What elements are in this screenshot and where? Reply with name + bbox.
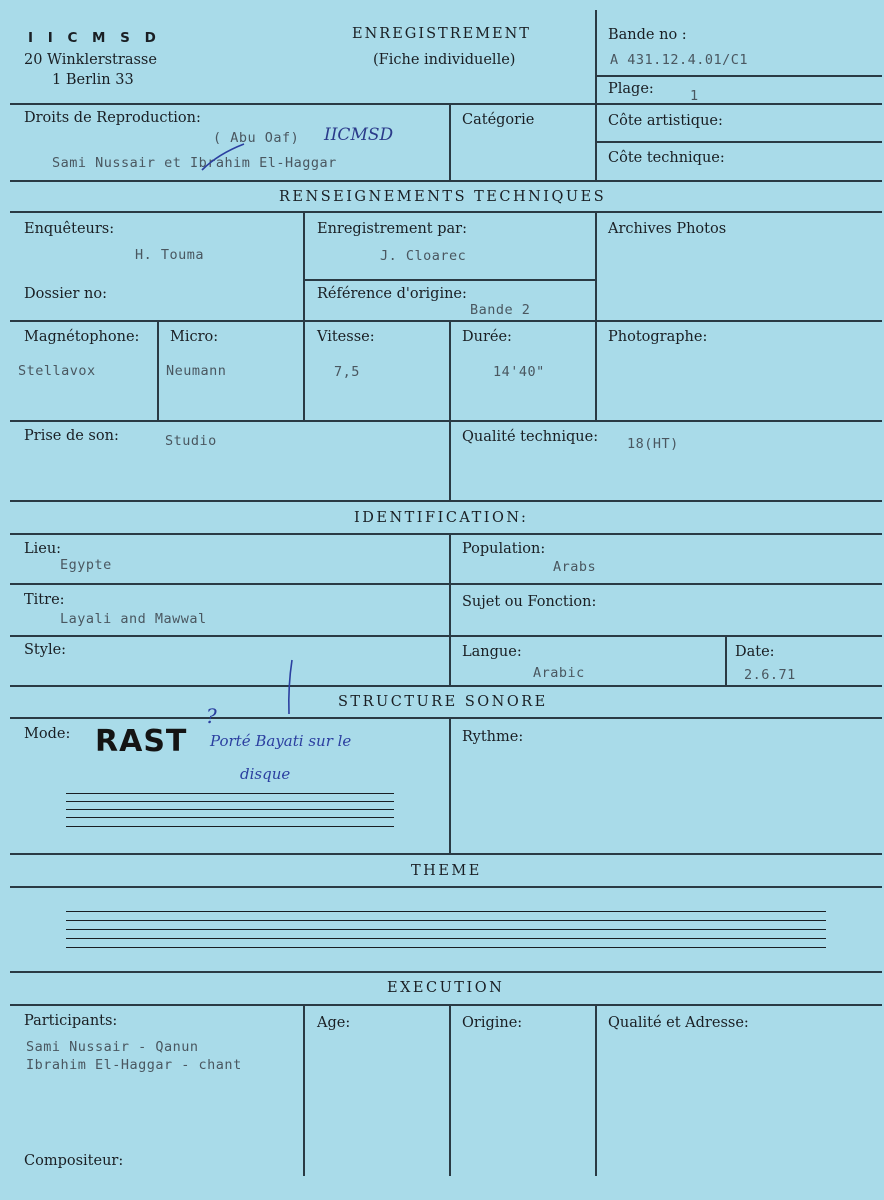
droits-value: Sami Nussair et Ibrahim El-Haggar [52,155,337,171]
theme-heading: THEME [411,863,482,879]
mode-note-2: disque [240,765,291,783]
mode-note: Porté Bayati sur le [210,732,352,750]
theme-staff-line-3 [66,929,826,930]
rythme-label: Rythme: [462,729,524,745]
age-label: Age: [317,1015,351,1031]
cote-technique-label: Côte technique: [608,150,725,166]
qualite-technique-value: 18(HT) [627,436,679,452]
micro-left-line [157,320,159,420]
org-name: I I C M S D [28,30,161,46]
theme-bottom-line [10,971,882,973]
date-left-line [725,635,727,685]
categorie-label: Catégorie [462,112,535,128]
categorie-left-line [449,103,451,180]
prise-label: Prise de son: [24,428,119,444]
address-line-1: 20 Winklerstrasse [24,52,157,68]
compositeur-label: Compositeur: [24,1153,124,1169]
age-left-line [303,1004,305,1176]
participant-1: Sami Nussair - Qanun [26,1039,199,1055]
duree-label: Durée: [462,329,512,345]
participant-2: Ibrahim El-Haggar - chant [26,1057,242,1073]
card-title: ENREGISTREMENT [352,26,531,42]
langue-label: Langue: [462,644,522,660]
mode-staff-line-2 [66,801,394,802]
rythme-left-line [449,717,451,853]
mode-label: Mode: [24,726,71,742]
structure-heading-line [10,717,882,719]
mode-staff-line-4 [66,817,394,818]
header-bottom-line [10,103,882,105]
reference-value: Bande 2 [470,302,531,318]
tech-col-3 [595,211,597,420]
enregistrement-divider [303,279,595,281]
style-bottom-line [10,685,882,687]
handwritten-stroke [280,658,300,718]
titre-bottom-line [10,635,882,637]
enregistrement-par-label: Enregistrement par: [317,221,467,237]
identification-heading-line [10,533,882,535]
population-value: Arabs [553,559,597,575]
lieu-value: Egypte [60,557,112,573]
enqueteurs-label: Enquêteurs: [24,221,115,237]
date-label: Date: [735,644,775,660]
qualite-adresse-left-line [595,1004,597,1176]
cote-divider [595,141,882,143]
technical-heading-line [10,211,882,213]
ident-col-line [449,533,451,685]
lieu-bottom-line [10,583,882,585]
vitesse-label: Vitesse: [317,329,375,345]
theme-staff-line-2 [66,920,826,921]
style-label: Style: [24,642,67,658]
participants-label: Participants: [24,1013,118,1029]
execution-heading: EXECUTION [387,980,505,996]
tech-row-3-line [10,420,882,422]
qualite-technique-label: Qualité technique: [462,429,599,445]
theme-heading-line [10,886,882,888]
rights-bottom-line [10,180,882,182]
annotation-typed: ( Abu Oaf) [213,130,300,146]
strikethrough-mark [198,140,248,174]
structure-bottom-line [10,853,882,855]
magnetophone-label: Magnétophone: [24,329,140,345]
execution-heading-line [10,1004,882,1006]
population-label: Population: [462,541,546,557]
enqueteurs-value: H. Touma [135,247,205,263]
prise-value: Studio [165,433,217,449]
dossier-label: Dossier no: [24,286,107,302]
identification-heading: IDENTIFICATION: [354,510,529,526]
theme-staff-line-1 [66,911,826,912]
origine-label: Origine: [462,1015,523,1031]
tech-col-1 [303,211,305,420]
theme-staff-line-5 [66,947,826,948]
date-value: 2.6.71 [744,667,796,683]
qualite-adresse-label: Qualité et Adresse: [608,1015,749,1031]
bande-label: Bande no : [608,27,687,43]
card-subtitle: (Fiche individuelle) [373,52,516,68]
titre-value: Layali and Mawwal [60,611,207,627]
mode-staff-line-5 [66,826,394,827]
micro-value: Neumann [166,363,227,379]
bande-value: A 431.12.4.01/C1 [610,52,749,68]
question-mark: ? [206,704,217,728]
archives-photos-label: Archives Photos [608,221,727,237]
magnetophone-value: Stellavox [18,363,96,379]
technical-heading: RENSEIGNEMENTS TECHNIQUES [279,189,607,205]
plage-label: Plage: [608,81,654,97]
origine-left-line [449,1004,451,1176]
duree-value: 14'40" [493,364,545,380]
mode-staff-line-3 [66,809,394,810]
mode-value: RAST [95,724,188,759]
address-line-2: 1 Berlin 33 [52,72,134,88]
lieu-label: Lieu: [24,541,62,557]
titre-label: Titre: [24,592,65,608]
prise-bottom-line [10,500,882,502]
theme-staff-line-4 [66,938,826,939]
structure-heading: STRUCTURE SONORE [338,694,548,710]
enregistrement-par-value: J. Cloarec [380,248,467,264]
micro-label: Micro: [170,329,219,345]
plage-top-line [595,75,882,77]
droits-label: Droits de Reproduction: [24,110,201,126]
vitesse-value: 7,5 [334,364,360,380]
langue-value: Arabic [533,665,585,681]
cote-artistique-label: Côte artistique: [608,113,723,129]
sujet-label: Sujet ou Fonction: [462,594,597,610]
tech-row-2-line [10,320,882,322]
plage-value: 1 [690,88,699,104]
header-right-divider [595,10,597,180]
reference-label: Référence d'origine: [317,286,467,302]
mode-staff-line-1 [66,793,394,794]
duree-left-line [449,320,451,500]
photographe-label: Photographe: [608,329,708,345]
annotation-handwritten: IICMSD [324,125,394,145]
